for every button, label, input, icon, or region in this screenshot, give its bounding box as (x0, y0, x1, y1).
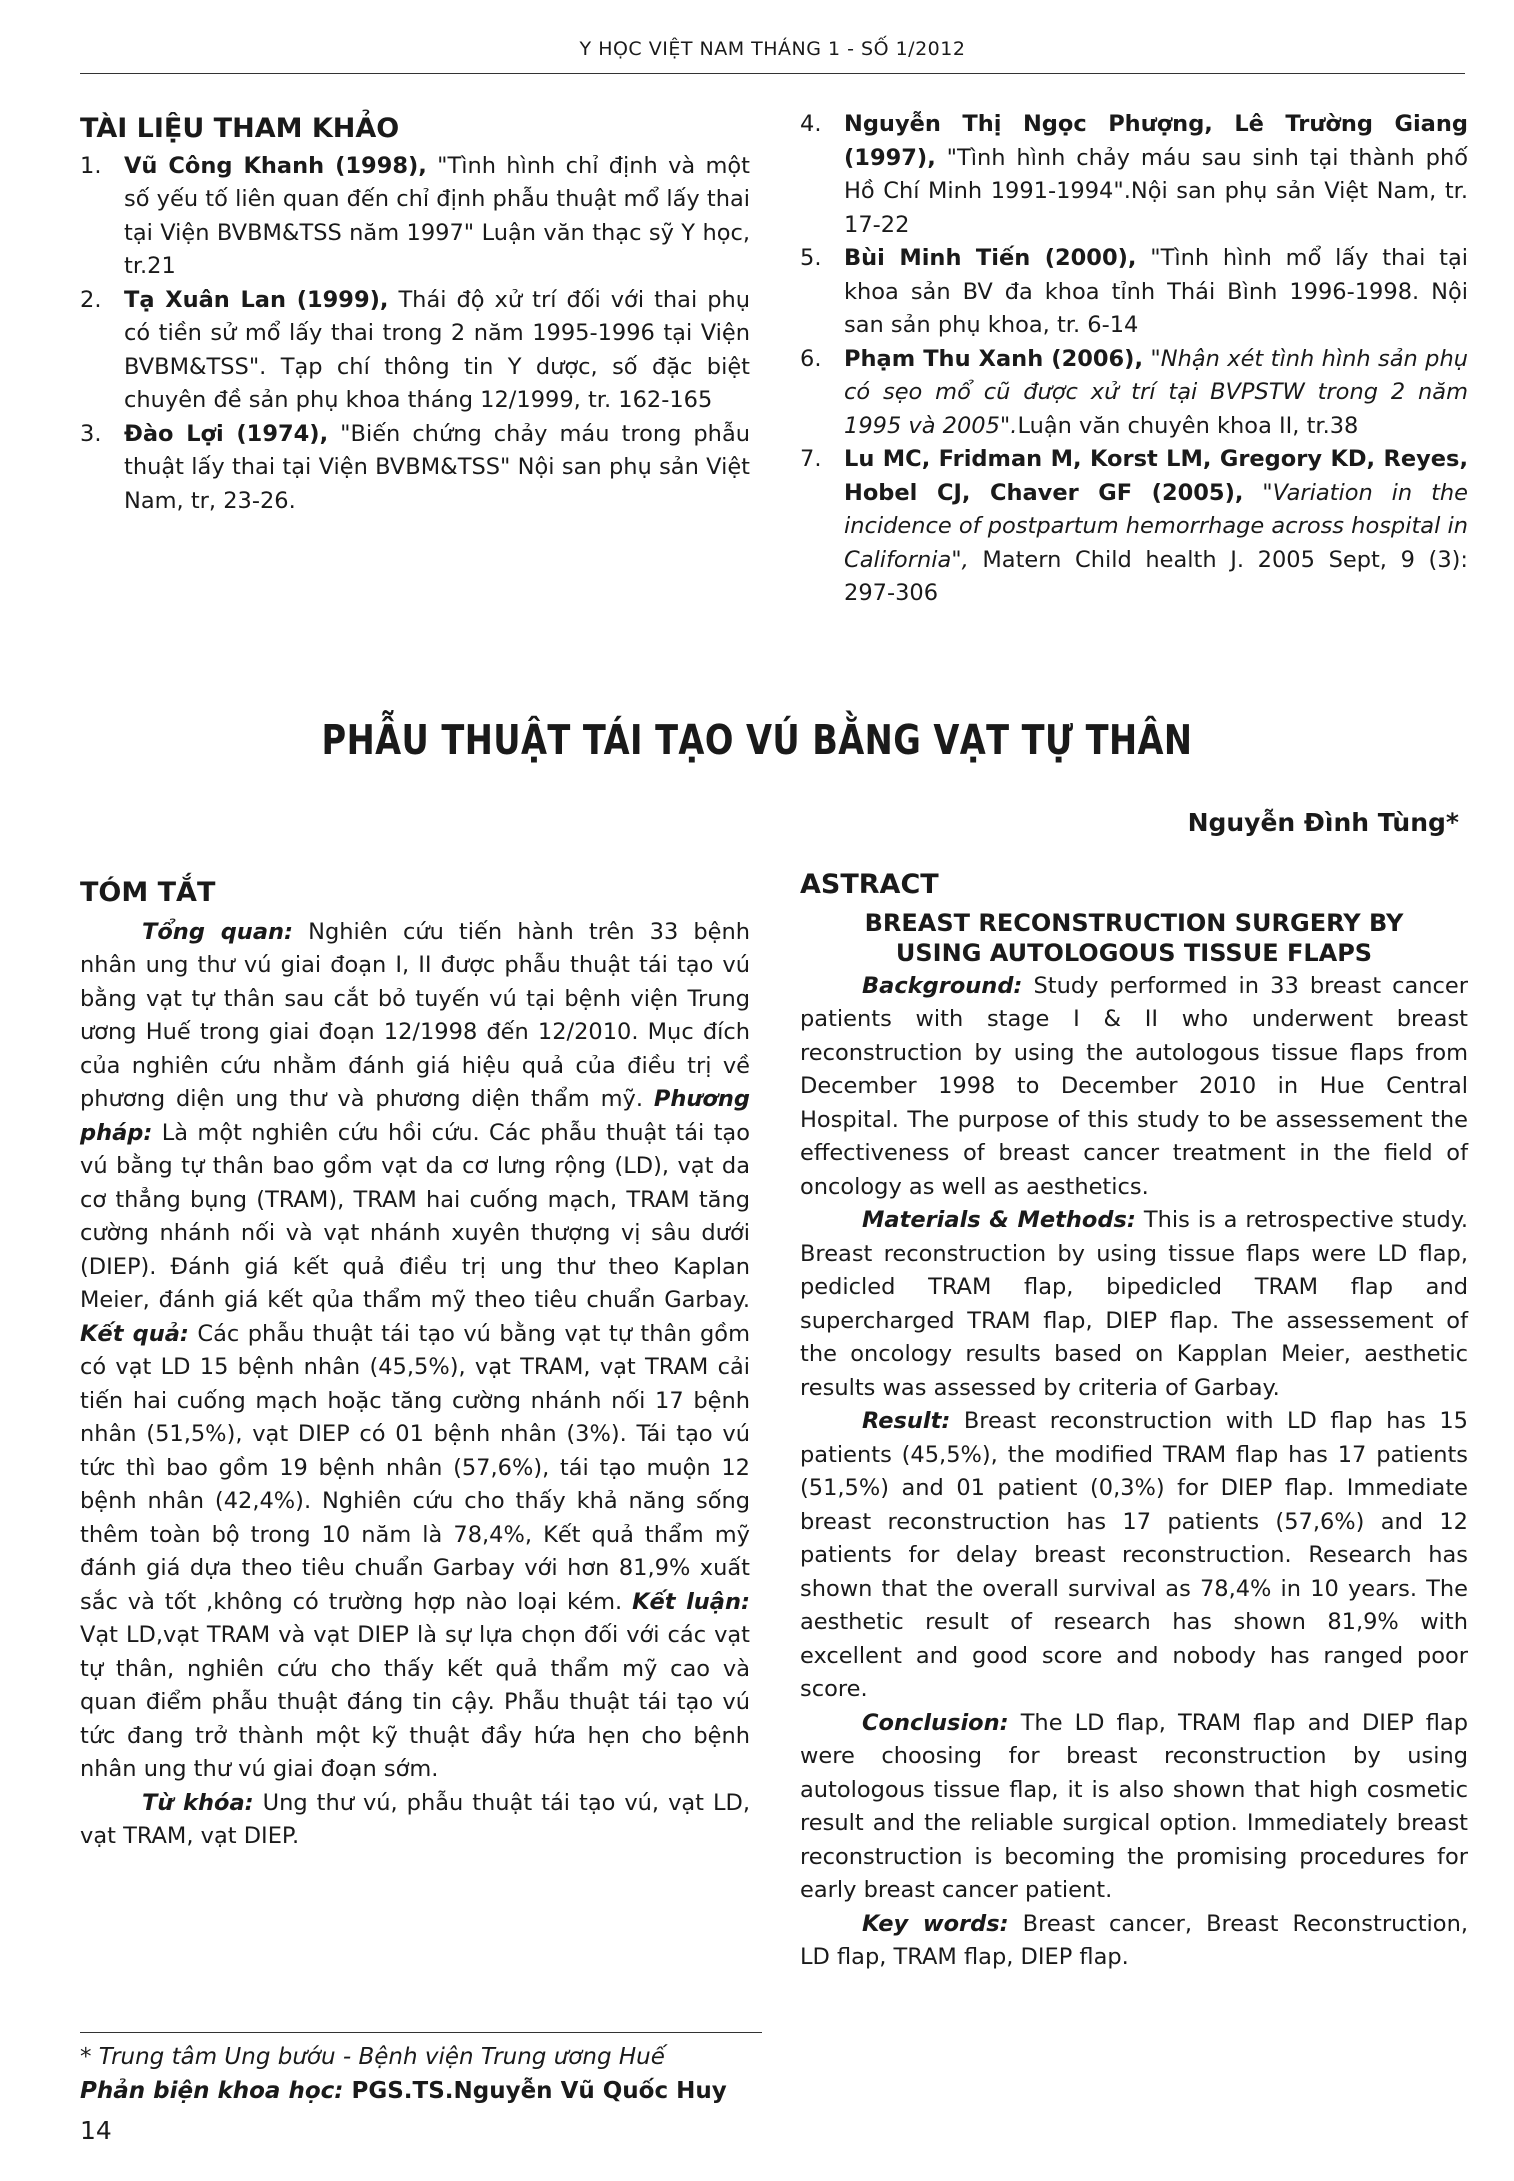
reference-details: "Tình hình chỉ định và một số yếu tố liên quan đến chỉ định phẫu thuật mổ lấy thai tại Viện BVBM&TSS năm 1997" Luận văn thạc sỹ Y học, tr.21 (124, 152, 751, 279)
references-right-column (800, 108, 1468, 611)
running-header: Y HỌC VIỆT NAM THÁNG 1 - SỐ 1/2012 (579, 38, 966, 60)
summary-label-results: Kết quả: (80, 1320, 189, 1347)
footnote-rule (80, 2032, 762, 2033)
reference-details: "Tình hình chảy máu sau sinh tại thành phố Hồ Chí Minh 1991-1994".Nội san phụ sản Việt Nam, tr. 17-22 (844, 144, 1468, 238)
reference-authors: Tạ Xuân Lan (1999), (124, 286, 389, 313)
references-left-column (80, 112, 750, 518)
abstract-label: Conclusion: (862, 1709, 1009, 1736)
reference-item (80, 284, 750, 418)
footnote (80, 2040, 780, 2108)
footnote-reviewer-name: PGS.TS.Nguyễn Vũ Quốc Huy (343, 2078, 727, 2104)
abstract-subtitle-line: USING AUTOLOGOUS TISSUE FLAPS (895, 938, 1373, 967)
summary-keywords (80, 1787, 750, 1854)
abstract-keywords (800, 1908, 1468, 1975)
reference-number: 3. (80, 420, 102, 447)
reference-details: Matern Child health J. 2005 Sept, 9 (3): 297-306 (844, 546, 1468, 606)
footnote-reviewer-label: Phản biện khoa học: (80, 2078, 344, 2104)
summary-heading: TÓM TẮT (80, 877, 216, 908)
abstract-label: Materials & Methods: (862, 1207, 1136, 1233)
summary-text: Nghiên cứu tiến hành trên 33 bệnh nhân ung thư vú giai đoạn I, II được phẫu thuật tái tạo vú bằng vạt tự thân sau cắt bỏ tuyến vú tại bệnh viện Trung ương Huế trong giai đoạn 12/1998 đến 12/2010. Mục đích của nghiên cứu nhằm đánh giá hiệu quả của điều trị về phương diện ung thư và phương diện thẩm mỹ. (80, 918, 750, 1112)
reference-number: 4. (800, 111, 822, 137)
abstract-subtitle-line: BREAST RECONSTRUCTION SURGERY BY (864, 908, 1404, 937)
abstract-english (800, 868, 1468, 1975)
page-number: 14 (80, 2116, 112, 2145)
reference-authors: Vũ Công Khanh (1998), (124, 152, 427, 179)
references-heading: TÀI LIỆU THAM KHẢO (80, 113, 400, 144)
reference-text (844, 343, 1468, 444)
reference-number: 2. (80, 286, 102, 313)
reference-authors: Bùi Minh Tiến (2000), (844, 245, 1137, 271)
abstract-subtitle (800, 908, 1468, 968)
reference-number: 6. (800, 345, 822, 372)
reference-item (800, 108, 1468, 242)
article-title: PHẪU THUẬT TÁI TẠO VÚ BẰNG VẠT TỰ THÂN (321, 716, 1193, 764)
abstract-label: Key words: (862, 1910, 1009, 1937)
abstract-text: This is a retrospective study. Breast reconstruction by using tissue flaps were LD flap, pedicled TRAM flap, bipedicled TRAM flap and supercharged TRAM flap, DIEP flap. The assessement of the oncology results based on Kapplan Meier, aesthetic results was assessed by criteria of Garbay. (800, 1207, 1468, 1401)
summary-text: Là một nghiên cứu hồi cứu. Các phẫu thuật tái tạo vú bằng tự thân bao gồm vạt da cơ lưng rộng (LD), vạt da cơ thẳng bụng (TRAM), TRAM hai cuống mạch, TRAM tăng cường nhánh nối và vạt nhánh xuyên thượng vị sâu dưới (DIEP). Đánh giá kết quả điều trị ung thư theo Kaplan Meier, đánh giá kết qủa thẩm mỹ theo tiêu chuẩn Garbay. (80, 1119, 750, 1313)
summary-label-method: Phương pháp: (80, 1086, 750, 1146)
reference-authors: Lu MC, Fridman M, Korst LM, Gregory KD, Reyes, Hobel CJ, Chaver GF (2005), (844, 446, 1468, 506)
reference-text (124, 284, 750, 418)
footnote-reviewer (80, 2074, 780, 2108)
abstract-conclusion (800, 1707, 1468, 1908)
abstract-results (800, 1405, 1468, 1707)
abstract-background (800, 970, 1468, 1205)
reference-text (844, 108, 1468, 242)
abstract-text: Breast cancer, Breast Reconstruction, LD flap, TRAM flap, DIEP flap. (800, 1910, 1468, 1970)
article-author: Nguyễn Đình Tùng* (1187, 808, 1459, 837)
reference-number: 7. (800, 446, 822, 472)
abstract-text: Breast reconstruction with LD flap has 15 patients (45,5%), the modified TRAM flap has 17 patients (51,5%) and 01 patient (0,3%) for DIEP flap. Immediate breast reconstruction has 17 patients (57,6%) and 12 patients for delay breast reconstruction. Research has shown that the overall survival as 78,4% in 10 years. The aesthetic result of research has shown 81,9% with excellent and good score and nobody has ranged poor score. (800, 1408, 1468, 1702)
reference-details: Luận văn chuyên khoa II, tr.38 (1017, 412, 1359, 439)
abstract-label: Result: (862, 1408, 951, 1434)
abstract-methods (800, 1204, 1468, 1405)
summary-paragraph (80, 916, 750, 1787)
reference-number: 1. (80, 152, 102, 179)
footnote-affiliation: * Trung tâm Ung bướu - Bệnh viện Trung ương Huế (80, 2044, 665, 2070)
abstract-text: The LD flap, TRAM flap and DIEP flap were choosing for breast reconstruction by using autologous tissue flap, it is also shown that high cosmetic result and the reliable surgical option. Immediately breast reconstruction is becoming the promising procedures for early breast cancer patient. (800, 1709, 1468, 1903)
reference-item (80, 150, 750, 284)
reference-authors: Phạm Thu Xanh (2006), (844, 345, 1144, 372)
reference-item (800, 443, 1468, 611)
reference-title: "Nhận xét tình hình sản phụ có sẹo mổ cũ được xử trí tại BVPSTW trong 2 năm 1995 và 2005". (844, 345, 1468, 439)
summary-label-overview: Tổng quan: (142, 918, 294, 945)
reference-title: "Variation in the incidence of postpartum hemorrhage across hospital in California", (844, 479, 1468, 573)
reference-details: Thái độ xử trí đối với thai phụ có tiền sử mổ lấy thai trong 2 năm 1995-1996 tại Viện BVBM&TSS". Tạp chí thông tin Y dược, số đặc biệt chuyên đề sản phụ khoa tháng 12/1999, tr. 162-165 (124, 286, 751, 413)
reference-item (800, 343, 1468, 444)
reference-authors: Đào Lợi (1974), (124, 420, 329, 447)
reference-text (124, 418, 750, 519)
reference-item (80, 418, 750, 519)
reference-text (844, 443, 1468, 611)
reference-text (844, 242, 1468, 343)
reference-details: "Tình hình mổ lấy thai tại khoa sản BV đa khoa tỉnh Thái Bình 1996-1998. Nội san sản phụ khoa, tr. 6-14 (844, 245, 1468, 338)
reference-item (800, 242, 1468, 343)
abstract-heading: ASTRACT (800, 869, 939, 900)
summary-text: Vạt LD,vạt TRAM và vạt DIEP là sự lựa chọn đối với các vạt tự thân, nghiên cứu cho thấy kết quả thẩm mỹ cao và quan điểm phẫu thuật đáng tin cậy. Phẫu thuật tái tạo vú tức đang trở thành một kỹ thuật đầy hứa hẹn cho bệnh nhân ung thư vú giai đoạn sớm. (80, 1622, 750, 1782)
reference-details: "Biến chứng chảy máu trong phẫu thuật lấy thai tại Viện BVBM&TSS" Nội san phụ sản Việt Nam, tr, 23-26. (124, 420, 750, 514)
summary-keywords-label: Từ khóa: (142, 1789, 254, 1816)
reference-authors: Nguyễn Thị Ngọc Phượng, Lê Trường Giang (1997), (844, 111, 1468, 171)
abstract-text: Study performed in 33 breast cancer patients with stage I & II who underwent breast reconstruction by using the autologous tissue flaps from December 1998 to December 2010 in Hue Central Hospital. The purpose of this study to be assessement the effectiveness of breast cancer treatment in the field of oncology as well as aesthetics. (800, 972, 1468, 1200)
abstract-label: Background: (862, 972, 1023, 999)
reference-number: 5. (800, 245, 822, 271)
summary-label-conclusion: Kết luận: (632, 1588, 751, 1615)
summary-text: Các phẫu thuật tái tạo vú bằng vạt tự thân gồm có vạt LD 15 bệnh nhân (45,5%), vạt TRAM, vạt TRAM cải tiến hai cuống mạch hoặc tăng cường nhánh nối 17 bệnh nhân (51,5%), vạt DIEP có 01 bệnh nhân (3%). Tái tạo vú tức thì bao gồm 19 bệnh nhân (57,6%), tái tạo muộn 12 bệnh nhân (42,4%). Nghiên cứu cho thấy khả năng sống thêm toàn bộ trong 10 năm là 78,4%, Kết quả thẩm mỹ đánh giá dựa theo tiêu chuẩn Garbay với hơn 81,9% xuất sắc và tốt ,không có trường hợp nào loại kém. (80, 1320, 750, 1615)
summary-keywords-text: Ung thư vú, phẫu thuật tái tạo vú, vạt LD, vạt TRAM, vạt DIEP. (80, 1789, 750, 1849)
reference-text (124, 150, 750, 284)
summary-vietnamese (80, 876, 750, 1854)
header-rule (80, 73, 1465, 74)
